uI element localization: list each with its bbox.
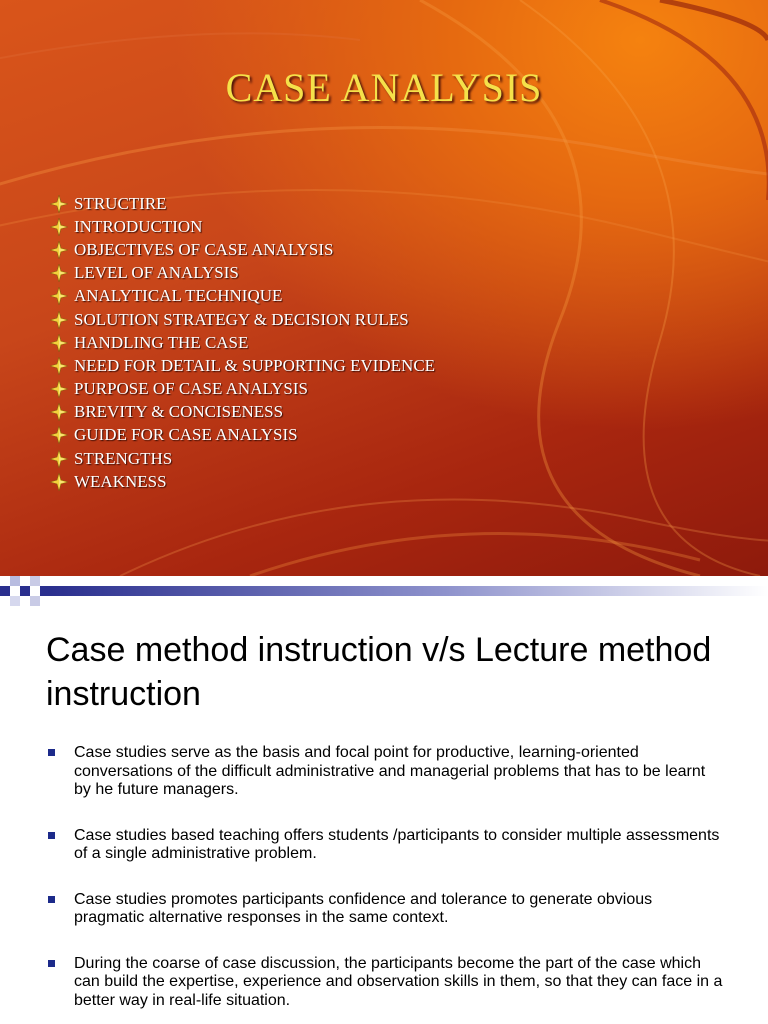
topic-item (50, 192, 435, 215)
star-bullet-icon (50, 403, 68, 421)
topic-label: STRENGTHS (74, 448, 173, 468)
square-bullet-icon (48, 896, 55, 903)
topic-list (50, 192, 435, 493)
topic-item (50, 215, 435, 238)
topic-label: PURPOSE OF CASE ANALYSIS (74, 379, 308, 399)
topic-label: BREVITY & CONCISENESS (74, 402, 284, 422)
topic-label: HANDLING THE CASE (74, 332, 249, 352)
star-bullet-icon (50, 311, 68, 329)
star-bullet-icon (50, 450, 68, 468)
bullet-text: Case studies promotes participants confidence and tolerance to generate obvious pragmatic alternative responses in the same context. (74, 890, 653, 926)
list-item (46, 744, 726, 800)
star-bullet-icon (50, 195, 68, 213)
bullet-text: Case studies serve as the basis and focal point for productive, learning-oriented conversations of the difficult administrative and managerial problems that has to be learnt by he future managers. (74, 744, 706, 798)
bullet-list (46, 744, 726, 1010)
topic-label: WEAKNESS (74, 471, 167, 491)
topic-label: ANALYTICAL TECHNIQUE (74, 286, 283, 306)
checker-gradient-bar-decoration (0, 576, 768, 614)
topic-label: SOLUTION STRATEGY & DECISION RULES (74, 309, 409, 329)
topic-item (50, 331, 435, 354)
topic-label: NEED FOR DETAIL & SUPPORTING EVIDENCE (74, 355, 436, 375)
topic-item (50, 401, 435, 424)
topic-label: GUIDE FOR CASE ANALYSIS (74, 425, 298, 445)
topic-item (50, 285, 435, 308)
topic-item (50, 262, 435, 285)
topic-item (50, 354, 435, 377)
bullet-text: Case studies based teaching offers students /participants to consider multiple assessments of a single administrative problem. (74, 826, 720, 862)
list-item (46, 891, 726, 928)
topic-label: STRUCTIRE (74, 193, 167, 213)
star-bullet-icon (50, 357, 68, 375)
topic-label: LEVEL OF ANALYSIS (74, 263, 239, 283)
square-bullet-icon (48, 832, 55, 839)
list-item (46, 827, 726, 864)
topic-label: INTRODUCTION (74, 216, 203, 236)
topic-item (50, 424, 435, 447)
list-item (46, 955, 726, 1011)
slide-divider (0, 576, 768, 614)
topic-item (50, 470, 435, 493)
star-bullet-icon (50, 218, 68, 236)
topic-item (50, 238, 435, 261)
square-bullet-icon (48, 960, 55, 967)
star-bullet-icon (50, 426, 68, 444)
topic-item (50, 447, 435, 470)
slide-title: CASE ANALYSIS (225, 65, 543, 110)
square-bullet-icon (48, 749, 55, 756)
bullet-text: During the coarse of case discussion, the participants become the part of the case which can build the expertise, experience and observation skills in them, so that they can face in a better way in real-life situation. (74, 954, 723, 1009)
star-bullet-icon (50, 473, 68, 491)
topic-label: OBJECTIVES OF CASE ANALYSIS (74, 239, 334, 259)
star-bullet-icon (50, 287, 68, 305)
topic-item (50, 308, 435, 331)
star-bullet-icon (50, 264, 68, 282)
topic-item (50, 378, 435, 401)
star-bullet-icon (50, 380, 68, 398)
slide-title: Case method instruction v/s Lecture method instruction (46, 631, 712, 713)
star-bullet-icon (50, 334, 68, 352)
star-bullet-icon (50, 241, 68, 259)
